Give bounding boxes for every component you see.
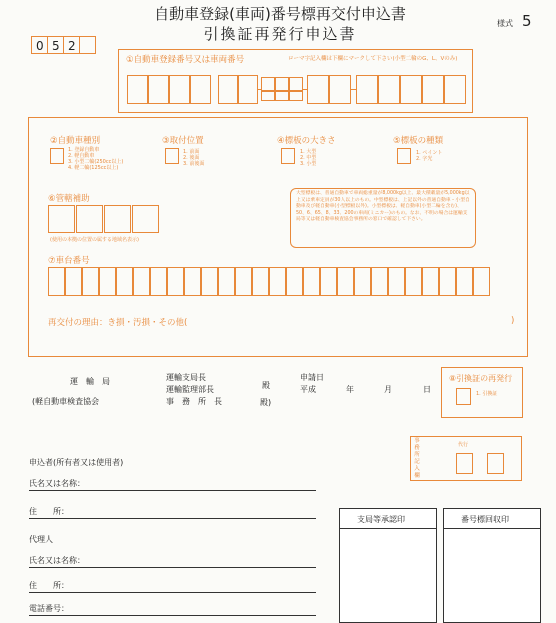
control-supplement-label: ⑥管轄補助 <box>48 194 90 204</box>
chassis-box-10[interactable] <box>201 267 218 296</box>
supervision-chief-label: 運輸監理部長 <box>166 385 214 394</box>
form-code-box-2[interactable]: 5 <box>47 36 64 54</box>
control-supplement-box-3[interactable] <box>104 205 131 233</box>
control-supplement-note: (使用の本拠の位置の属する地域名表示) <box>50 237 139 243</box>
month-label: 月 <box>384 385 392 394</box>
size-note-text: 大型標板は、普通自動車で車両総重量が8,000kg以上、最大積載量が5,000kg以上又は乗車定員が30人以上のもの。中型標板は、上記以外の普通自動車・小型自動車及び軽自動車(小型標板以外)。小型標板は、軽自動車(小型二輪を含む)、50、6、65、8、33、200の車両(ミニカー)のもの。なお、不明の場合は運輸支局等又は軽自動車検査協会事務所の窓口で確認して下さい。 <box>296 191 470 223</box>
plate-size-box[interactable] <box>281 148 295 164</box>
vehicle-type-option-1: 1. 登録自動車 <box>68 147 100 153</box>
agent-address-label: 住 所： <box>29 581 69 590</box>
chassis-box-8[interactable] <box>167 267 184 296</box>
plate-collection-label: 番号標回収印 <box>461 515 509 524</box>
registration-number-label: ①自動車登録番号又は車両番号 <box>126 55 245 65</box>
day-label: 日 <box>423 385 431 394</box>
form-code-box-1[interactable]: 0 <box>31 36 48 54</box>
office-stamp-label: 事務所記入欄 <box>414 438 420 479</box>
chassis-box-24[interactable] <box>439 267 456 296</box>
plate-type-box[interactable] <box>397 148 411 164</box>
plate-collection-divider <box>443 528 541 529</box>
chassis-box-6[interactable] <box>133 267 150 296</box>
reg-box-10[interactable] <box>378 75 400 104</box>
reg-box-9[interactable] <box>356 75 378 104</box>
chassis-box-13[interactable] <box>252 267 269 296</box>
transport-bureau-label: 運 輸 局 <box>70 377 110 386</box>
chassis-box-26[interactable] <box>473 267 490 296</box>
reg-small-box-3[interactable] <box>289 77 303 91</box>
reg-small-box-5[interactable] <box>275 91 289 101</box>
form-code-box-3[interactable]: 2 <box>63 36 80 54</box>
chassis-box-15[interactable] <box>286 267 303 296</box>
agent-name-line <box>29 567 316 568</box>
agent-label: 代理人 <box>29 535 53 544</box>
light-vehicle-association-label: (軽自動車検査協会 <box>32 397 100 406</box>
form-title: 自動車登録(車両)番号標再交付申込書 <box>154 5 406 23</box>
chassis-box-2[interactable] <box>65 267 82 296</box>
honorific-1: 殿 <box>262 381 270 390</box>
agent-address-line <box>29 592 316 593</box>
reg-box-1[interactable] <box>127 75 148 104</box>
chassis-box-17[interactable] <box>320 267 337 296</box>
chassis-box-19[interactable] <box>354 267 371 296</box>
reissue-option: 1. 引換証 <box>476 391 498 397</box>
vehicle-type-option-3: 3. 小型二輪(250cc以上) <box>68 159 124 165</box>
chassis-box-4[interactable] <box>99 267 116 296</box>
reg-box-4[interactable] <box>190 75 211 104</box>
agent-name-label: 氏名又は名称： <box>29 556 85 565</box>
reg-box-7[interactable] <box>307 75 329 104</box>
plate-size-option-1: 1. 大型 <box>300 149 317 155</box>
reissue-reason-close: ) <box>511 316 515 326</box>
mount-position-label: ③取付位置 <box>162 136 204 146</box>
chassis-box-16[interactable] <box>303 267 320 296</box>
chassis-box-7[interactable] <box>150 267 167 296</box>
honorific-2: 殿) <box>260 398 272 407</box>
vehicle-type-option-4: 4. 軽二輪(125cc以上) <box>68 165 119 171</box>
vehicle-type-box[interactable] <box>50 148 64 164</box>
applicant-address-label: 住 所： <box>29 507 69 516</box>
chassis-box-11[interactable] <box>218 267 235 296</box>
reissue-label: ⑧引換証の再発行 <box>449 374 513 383</box>
chassis-box-1[interactable] <box>48 267 65 296</box>
form-type-label: 様式 <box>497 19 513 28</box>
reg-box-6[interactable] <box>238 75 258 104</box>
form-subtitle: 引換証再発行申込書 <box>203 25 357 43</box>
form-type-number: 5 <box>522 12 532 30</box>
phone-label: 電話番号： <box>29 604 69 613</box>
branch-approval-label: 支局等承認印 <box>357 515 405 524</box>
chassis-box-14[interactable] <box>269 267 286 296</box>
stamp-box-2[interactable] <box>487 453 504 474</box>
branch-approval-stamp-box <box>339 508 437 623</box>
chassis-box-5[interactable] <box>116 267 133 296</box>
control-supplement-box-1[interactable] <box>48 205 75 233</box>
chassis-box-25[interactable] <box>456 267 473 296</box>
applicant-name-label: 氏名又は名称： <box>29 479 85 488</box>
reissue-reason-label: 再交付の理由：き損・汚損・その他( <box>48 318 188 328</box>
stamp-box-1[interactable] <box>456 453 473 474</box>
vehicle-type-label: ②自動車種別 <box>50 136 101 146</box>
application-date-label: 申請日 <box>300 373 324 382</box>
reg-box-13[interactable] <box>444 75 466 104</box>
reg-box-3[interactable] <box>169 75 190 104</box>
mount-position-box[interactable] <box>165 148 179 164</box>
applicant-header: 申込者(所有者又は使用者) <box>29 458 124 467</box>
plate-size-option-2: 2. 中型 <box>300 155 317 161</box>
chassis-box-3[interactable] <box>82 267 99 296</box>
mount-position-option-3: 3. 前後面 <box>183 161 205 167</box>
chassis-box-20[interactable] <box>371 267 388 296</box>
chassis-box-22[interactable] <box>405 267 422 296</box>
registration-number-note: ローマ字記入欄は下欄にマークして下さい(小型二輪のG、L、Vのみ) <box>288 56 458 62</box>
vehicle-type-option-2: 2. 軽自動車 <box>68 153 95 159</box>
control-supplement-box-2[interactable] <box>76 205 103 233</box>
era-label: 平成 <box>300 385 316 394</box>
reg-small-box-1[interactable] <box>261 77 275 91</box>
chassis-box-18[interactable] <box>337 267 354 296</box>
chassis-number-label: ⑦車台番号 <box>48 256 90 266</box>
reg-box-2[interactable] <box>148 75 169 104</box>
reissue-box[interactable] <box>456 388 471 405</box>
reg-small-box-2[interactable] <box>275 77 289 91</box>
reg-box-5[interactable] <box>218 75 238 104</box>
phone-line <box>29 615 316 616</box>
mount-position-option-1: 1. 前面 <box>183 149 200 155</box>
year-label: 年 <box>346 385 354 394</box>
mount-position-option-2: 2. 後面 <box>183 155 200 161</box>
plate-type-option-2: 2. 字光 <box>416 156 433 162</box>
branch-chief-label: 運輸支局長 <box>166 373 206 382</box>
plate-size-label: ④標板の大きさ <box>277 136 336 146</box>
reg-box-12[interactable] <box>422 75 444 104</box>
chassis-box-12[interactable] <box>235 267 252 296</box>
office-chief-label: 事 務 所 長 <box>166 397 222 406</box>
plate-collection-stamp-box <box>443 508 541 623</box>
form-code-box-4[interactable] <box>79 36 96 54</box>
chassis-box-23[interactable] <box>422 267 439 296</box>
applicant-address-line <box>29 518 316 519</box>
reg-small-box-4[interactable] <box>261 91 275 101</box>
agent-stamp-label: 代行 <box>458 442 469 448</box>
chassis-box-9[interactable] <box>184 267 201 296</box>
applicant-name-line <box>29 490 316 491</box>
plate-type-option-1: 1. ペイント <box>416 150 443 156</box>
branch-approval-divider <box>339 528 437 529</box>
reg-box-8[interactable] <box>329 75 351 104</box>
reg-small-box-6[interactable] <box>289 91 303 101</box>
plate-size-option-3: 3. 小型 <box>300 161 317 167</box>
control-supplement-box-4[interactable] <box>132 205 159 233</box>
chassis-box-21[interactable] <box>388 267 405 296</box>
size-note-box <box>290 188 476 248</box>
plate-type-label: ⑤標板の種類 <box>393 136 444 146</box>
reg-box-11[interactable] <box>400 75 422 104</box>
